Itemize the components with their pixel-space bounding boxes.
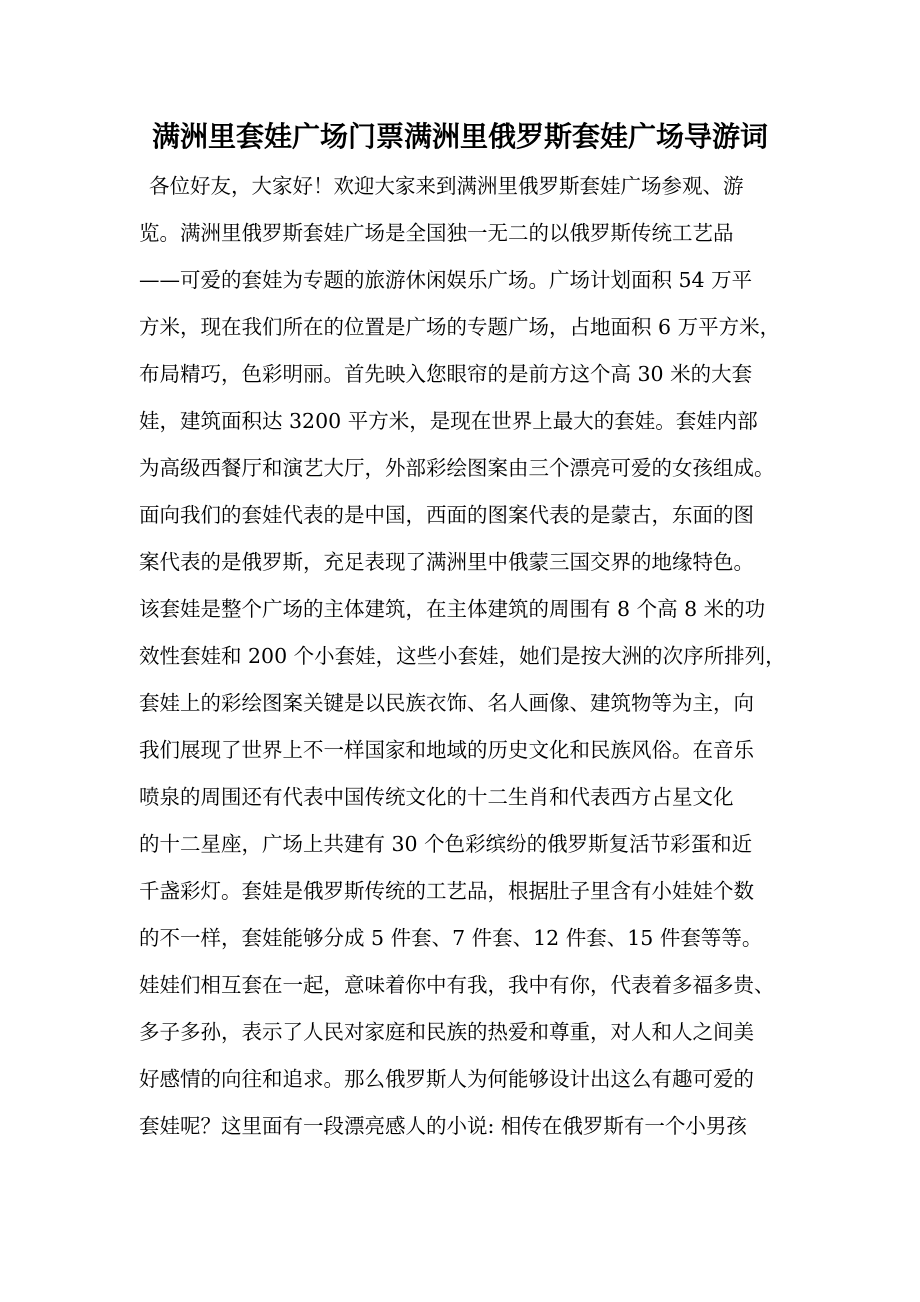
body-line: 各位好友，大家好！欢迎大家来到满洲里俄罗斯套娃广场参观、游 [149,174,744,198]
body-line: 好感情的向往和追求。那么俄罗斯人为何能够设计出这么有趣可爱的 [139,1067,754,1091]
body-line: 的不一样，套娃能够分成 5 件套、7 件套、12 件套、15 件套等等。 [139,926,763,950]
body-line: 套娃上的彩绘图案关键是以民族衣饰、名人画像、建筑物等为主，向 [139,691,754,715]
body-line: 喷泉的周围还有代表中国传统文化的十二生肖和代表西方占星文化 [139,785,734,809]
body-line: 该套娃是整个广场的主体建筑，在主体建筑的周围有 8 个高 8 米的功 [139,597,766,621]
body-line: 娃，建筑面积达 3200 平方米，是现在世界上最大的套娃。套娃内部 [139,409,758,433]
body-line: 娃娃们相互套在一起，意味着你中有我，我中有你，代表着多福多贵、 [139,973,775,997]
body-line: ——可爱的套娃为专题的旅游休闲娱乐广场。广场计划面积 54 万平 [139,268,753,292]
body-line: 案代表的是俄罗斯，充足表现了满洲里中俄蒙三国交界的地缘特色。 [139,550,754,574]
body-line: 览。满洲里俄罗斯套娃广场是全国独一无二的以俄罗斯传统工艺品 [139,221,734,245]
body-line: 我们展现了世界上不一样国家和地域的历史文化和民族风俗。在音乐 [139,738,754,762]
body-line: 的十二星座，广场上共建有 30 个色彩缤纷的俄罗斯复活节彩蛋和近 [139,832,753,856]
body-line: 千盏彩灯。套娃是俄罗斯传统的工艺品，根据肚子里含有小娃娃个数 [139,879,754,903]
document-body [139,163,799,1150]
body-line: 布局精巧，色彩明丽。首先映入您眼帘的是前方这个高 30 米的大套 [139,362,753,386]
body-line: 方米，现在我们所在的位置是广场的专题广场，占地面积 6 万平方米， [139,315,781,339]
body-line: 套娃呢？这里面有一段漂亮感人的小说: 相传在俄罗斯有一个小男孩 [139,1114,747,1138]
body-line: 效性套娃和 200 个小套娃，这些小套娃，她们是按大洲的次序所排列， [139,644,786,668]
body-line: 为高级西餐厅和演艺大厅，外部彩绘图案由三个漂亮可爱的女孩组成。 [139,456,775,480]
body-line: 多子多孙，表示了人民对家庭和民族的热爱和尊重，对人和人之间美 [139,1020,754,1044]
body-line: 面向我们的套娃代表的是中国，西面的图案代表的是蒙古，东面的图 [139,503,754,527]
document-title: 满洲里套娃广场门票满洲里俄罗斯套娃广场导游词 [151,120,768,153]
